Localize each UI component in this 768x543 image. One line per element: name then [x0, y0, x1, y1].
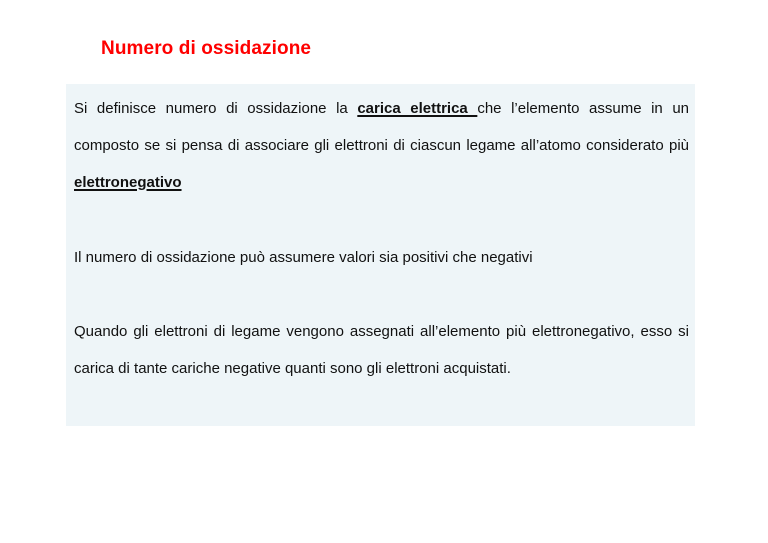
definition-paragraph: [74, 90, 689, 201]
statement-paragraph: Il numero di ossidazione può assumere valori sia positivi che negativi: [74, 249, 533, 266]
term-carica-elettrica: carica elettrica: [357, 100, 478, 117]
term-elettronegativo: elettronegativo: [74, 174, 182, 191]
explanation-paragraph: Quando gli elettroni di legame vengono assegnati all’elemento più elettronegativo, esso si carica di tante cariche negative quanti sono gli elettroni acquistati.: [74, 323, 689, 377]
definition-text-start: Si definisce numero di ossidazione la: [74, 100, 358, 117]
content-box: [66, 84, 695, 426]
slide-title: Numero di ossidazione: [101, 38, 312, 59]
definition-text-middle: che l’elemento assume in un composto se si pensa di associare gli elettroni di ciascun legame all’atomo considerato più: [74, 100, 690, 154]
